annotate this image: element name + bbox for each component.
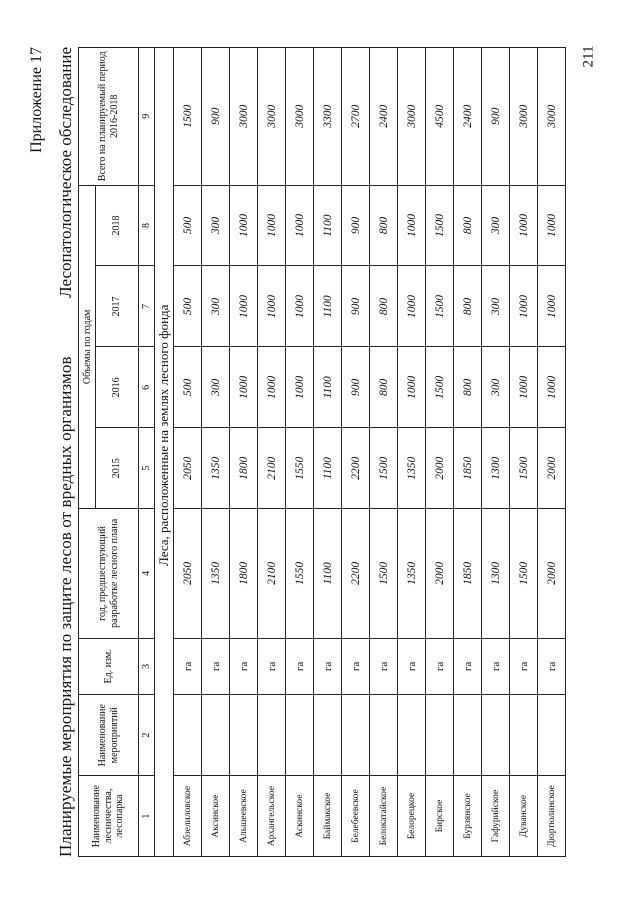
year-2016-cell: 1000	[538, 347, 566, 428]
activity-cell	[342, 695, 370, 776]
activity-cell	[174, 695, 202, 776]
year-2016-cell: 1000	[286, 347, 314, 428]
year-2018-cell: 1000	[258, 185, 286, 266]
prev-year-cell: 1500	[510, 509, 538, 638]
activity-cell	[370, 695, 398, 776]
year-2016-cell: 300	[202, 347, 230, 428]
forestry-name-cell: Альшеевское	[230, 776, 258, 857]
unit-cell: га	[342, 638, 370, 695]
section-row	[155, 48, 174, 857]
unit-cell: га	[454, 638, 482, 695]
year-2018-cell: 1000	[230, 185, 258, 266]
table-row	[342, 48, 370, 857]
year-2015-cell: 1350	[398, 428, 426, 509]
year-2017-cell: 800	[370, 266, 398, 347]
year-2017-cell: 1000	[258, 266, 286, 347]
year-2018-cell: 1000	[286, 185, 314, 266]
header-unit: Ед. изм.	[79, 638, 139, 695]
year-2018-cell: 900	[342, 185, 370, 266]
forestry-name-cell: Аскинское	[286, 776, 314, 857]
unit-cell: га	[174, 638, 202, 695]
column-number: 1	[139, 776, 155, 857]
column-number: 7	[139, 266, 155, 347]
table-row	[202, 48, 230, 857]
year-2015-cell: 2100	[258, 428, 286, 509]
total-cell: 3000	[398, 48, 426, 186]
year-2017-cell: 900	[342, 266, 370, 347]
total-cell: 2700	[342, 48, 370, 186]
prev-year-cell: 1800	[230, 509, 258, 638]
year-2015-cell: 1300	[482, 428, 510, 509]
activity-cell	[510, 695, 538, 776]
table-row	[370, 48, 398, 857]
forestry-name-cell: Белокатайское	[370, 776, 398, 857]
activity-cell	[258, 695, 286, 776]
forestry-name-cell: Белорецкое	[398, 776, 426, 857]
prev-year-cell: 1550	[286, 509, 314, 638]
column-number: 4	[139, 509, 155, 638]
header-activity: Наименование мероприятий	[79, 695, 139, 776]
document-subtitle: Лесопатологическое обследование	[56, 47, 75, 298]
prev-year-cell: 2200	[342, 509, 370, 638]
total-cell: 3000	[286, 48, 314, 186]
year-2018-cell: 1100	[314, 185, 342, 266]
unit-cell: га	[314, 638, 342, 695]
header-forestry: Наименование лесничества, лесопарка	[79, 776, 139, 857]
unit-cell: га	[482, 638, 510, 695]
year-2017-cell: 300	[482, 266, 510, 347]
total-cell: 2400	[454, 48, 482, 186]
prev-year-cell: 1300	[482, 509, 510, 638]
total-cell: 900	[482, 48, 510, 186]
table-row	[286, 48, 314, 857]
activity-cell	[230, 695, 258, 776]
year-2018-cell: 1500	[426, 185, 454, 266]
header-prev-year: год, предшествующий разработке лесного плана	[79, 509, 139, 638]
column-number: 9	[139, 48, 155, 186]
unit-cell: га	[258, 638, 286, 695]
header-2015: 2015	[96, 428, 139, 509]
year-2017-cell: 500	[174, 266, 202, 347]
unit-cell: га	[202, 638, 230, 695]
total-cell: 3000	[510, 48, 538, 186]
section-label: Леса, расположенные на землях лесного фонда	[155, 48, 174, 857]
column-number-row	[139, 48, 155, 857]
activity-cell	[202, 695, 230, 776]
year-2017-cell: 800	[454, 266, 482, 347]
table-row	[538, 48, 566, 857]
unit-cell: га	[230, 638, 258, 695]
table-row	[258, 48, 286, 857]
prev-year-cell: 1850	[454, 509, 482, 638]
rotated-sheet	[28, 47, 590, 857]
document-title: Планируемые мероприятия по защите лесов от вредных организмов	[56, 356, 75, 857]
column-number: 8	[139, 185, 155, 266]
prev-year-cell: 2050	[174, 509, 202, 638]
total-cell: 900	[202, 48, 230, 186]
unit-cell: га	[426, 638, 454, 695]
table-row	[230, 48, 258, 857]
activity-cell	[314, 695, 342, 776]
total-cell: 3000	[230, 48, 258, 186]
table-row	[398, 48, 426, 857]
appendix-label: Приложение 17	[28, 47, 45, 153]
year-2015-cell: 2000	[426, 428, 454, 509]
year-2015-cell: 1500	[370, 428, 398, 509]
activity-cell	[538, 695, 566, 776]
prev-year-cell: 1100	[314, 509, 342, 638]
header-block	[28, 47, 78, 857]
year-2018-cell: 300	[202, 185, 230, 266]
year-2015-cell: 1500	[510, 428, 538, 509]
table-row	[482, 48, 510, 857]
total-cell: 1500	[174, 48, 202, 186]
table-row	[314, 48, 342, 857]
prev-year-cell: 2000	[426, 509, 454, 638]
forestry-name-cell: Дуванское	[510, 776, 538, 857]
year-2018-cell: 800	[370, 185, 398, 266]
header-2016: 2016	[96, 347, 139, 428]
table-row	[454, 48, 482, 857]
year-2018-cell: 1000	[398, 185, 426, 266]
activity-cell	[426, 695, 454, 776]
year-2018-cell: 1000	[538, 185, 566, 266]
prev-year-cell: 1350	[202, 509, 230, 638]
activity-cell	[482, 695, 510, 776]
activities-table	[78, 47, 566, 857]
total-cell: 3300	[314, 48, 342, 186]
year-2017-cell: 1000	[230, 266, 258, 347]
unit-cell: га	[398, 638, 426, 695]
unit-cell: га	[538, 638, 566, 695]
header-volumes-group: Объемы по годам	[79, 185, 96, 509]
column-number: 2	[139, 695, 155, 776]
prev-year-cell: 1500	[370, 509, 398, 638]
prev-year-cell: 2100	[258, 509, 286, 638]
forestry-name-cell: Архангельское	[258, 776, 286, 857]
year-2017-cell: 1000	[286, 266, 314, 347]
unit-cell: га	[510, 638, 538, 695]
year-2016-cell: 300	[482, 347, 510, 428]
year-2016-cell: 1000	[510, 347, 538, 428]
year-2016-cell: 1000	[230, 347, 258, 428]
year-2015-cell: 2050	[174, 428, 202, 509]
year-2018-cell: 800	[454, 185, 482, 266]
activity-cell	[454, 695, 482, 776]
total-cell: 3000	[258, 48, 286, 186]
year-2016-cell: 1100	[314, 347, 342, 428]
forestry-name-cell: Абзелиловское	[174, 776, 202, 857]
year-2018-cell: 500	[174, 185, 202, 266]
year-2016-cell: 1500	[426, 347, 454, 428]
year-2015-cell: 2000	[538, 428, 566, 509]
year-2016-cell: 1000	[398, 347, 426, 428]
year-2017-cell: 1000	[510, 266, 538, 347]
forestry-name-cell: Гафурийское	[482, 776, 510, 857]
activity-cell	[398, 695, 426, 776]
forestry-name-cell: Баймакское	[314, 776, 342, 857]
prev-year-cell: 1350	[398, 509, 426, 638]
year-2016-cell: 800	[454, 347, 482, 428]
year-2015-cell: 1350	[202, 428, 230, 509]
year-2016-cell: 1000	[258, 347, 286, 428]
year-2018-cell: 300	[482, 185, 510, 266]
page-number: 211	[580, 45, 597, 68]
forestry-name-cell: Бурзянское	[454, 776, 482, 857]
table-row	[174, 48, 202, 857]
forestry-name-cell: Белебеевское	[342, 776, 370, 857]
year-2015-cell: 1800	[230, 428, 258, 509]
table-row	[510, 48, 538, 857]
year-2016-cell: 500	[174, 347, 202, 428]
year-2015-cell: 1850	[454, 428, 482, 509]
unit-cell: га	[286, 638, 314, 695]
year-2016-cell: 900	[342, 347, 370, 428]
total-cell: 3000	[538, 48, 566, 186]
forestry-name-cell: Аксинское	[202, 776, 230, 857]
header-2018: 2018	[96, 185, 139, 266]
column-number: 3	[139, 638, 155, 695]
table-row	[426, 48, 454, 857]
year-2018-cell: 1000	[510, 185, 538, 266]
year-2017-cell: 1000	[398, 266, 426, 347]
header-2017: 2017	[96, 266, 139, 347]
year-2017-cell: 1000	[538, 266, 566, 347]
unit-cell: га	[370, 638, 398, 695]
total-cell: 4500	[426, 48, 454, 186]
year-2015-cell: 2200	[342, 428, 370, 509]
column-number: 5	[139, 428, 155, 509]
column-number: 6	[139, 347, 155, 428]
header-total: Всего на планируемый период 2016-2018	[79, 48, 139, 186]
year-2015-cell: 1550	[286, 428, 314, 509]
forestry-name-cell: Дюртюлинское	[538, 776, 566, 857]
year-2016-cell: 800	[370, 347, 398, 428]
activity-cell	[286, 695, 314, 776]
year-2017-cell: 1500	[426, 266, 454, 347]
year-2015-cell: 1100	[314, 428, 342, 509]
forestry-name-cell: Бирское	[426, 776, 454, 857]
year-2017-cell: 300	[202, 266, 230, 347]
prev-year-cell: 2000	[538, 509, 566, 638]
year-2017-cell: 1100	[314, 266, 342, 347]
total-cell: 2400	[370, 48, 398, 186]
